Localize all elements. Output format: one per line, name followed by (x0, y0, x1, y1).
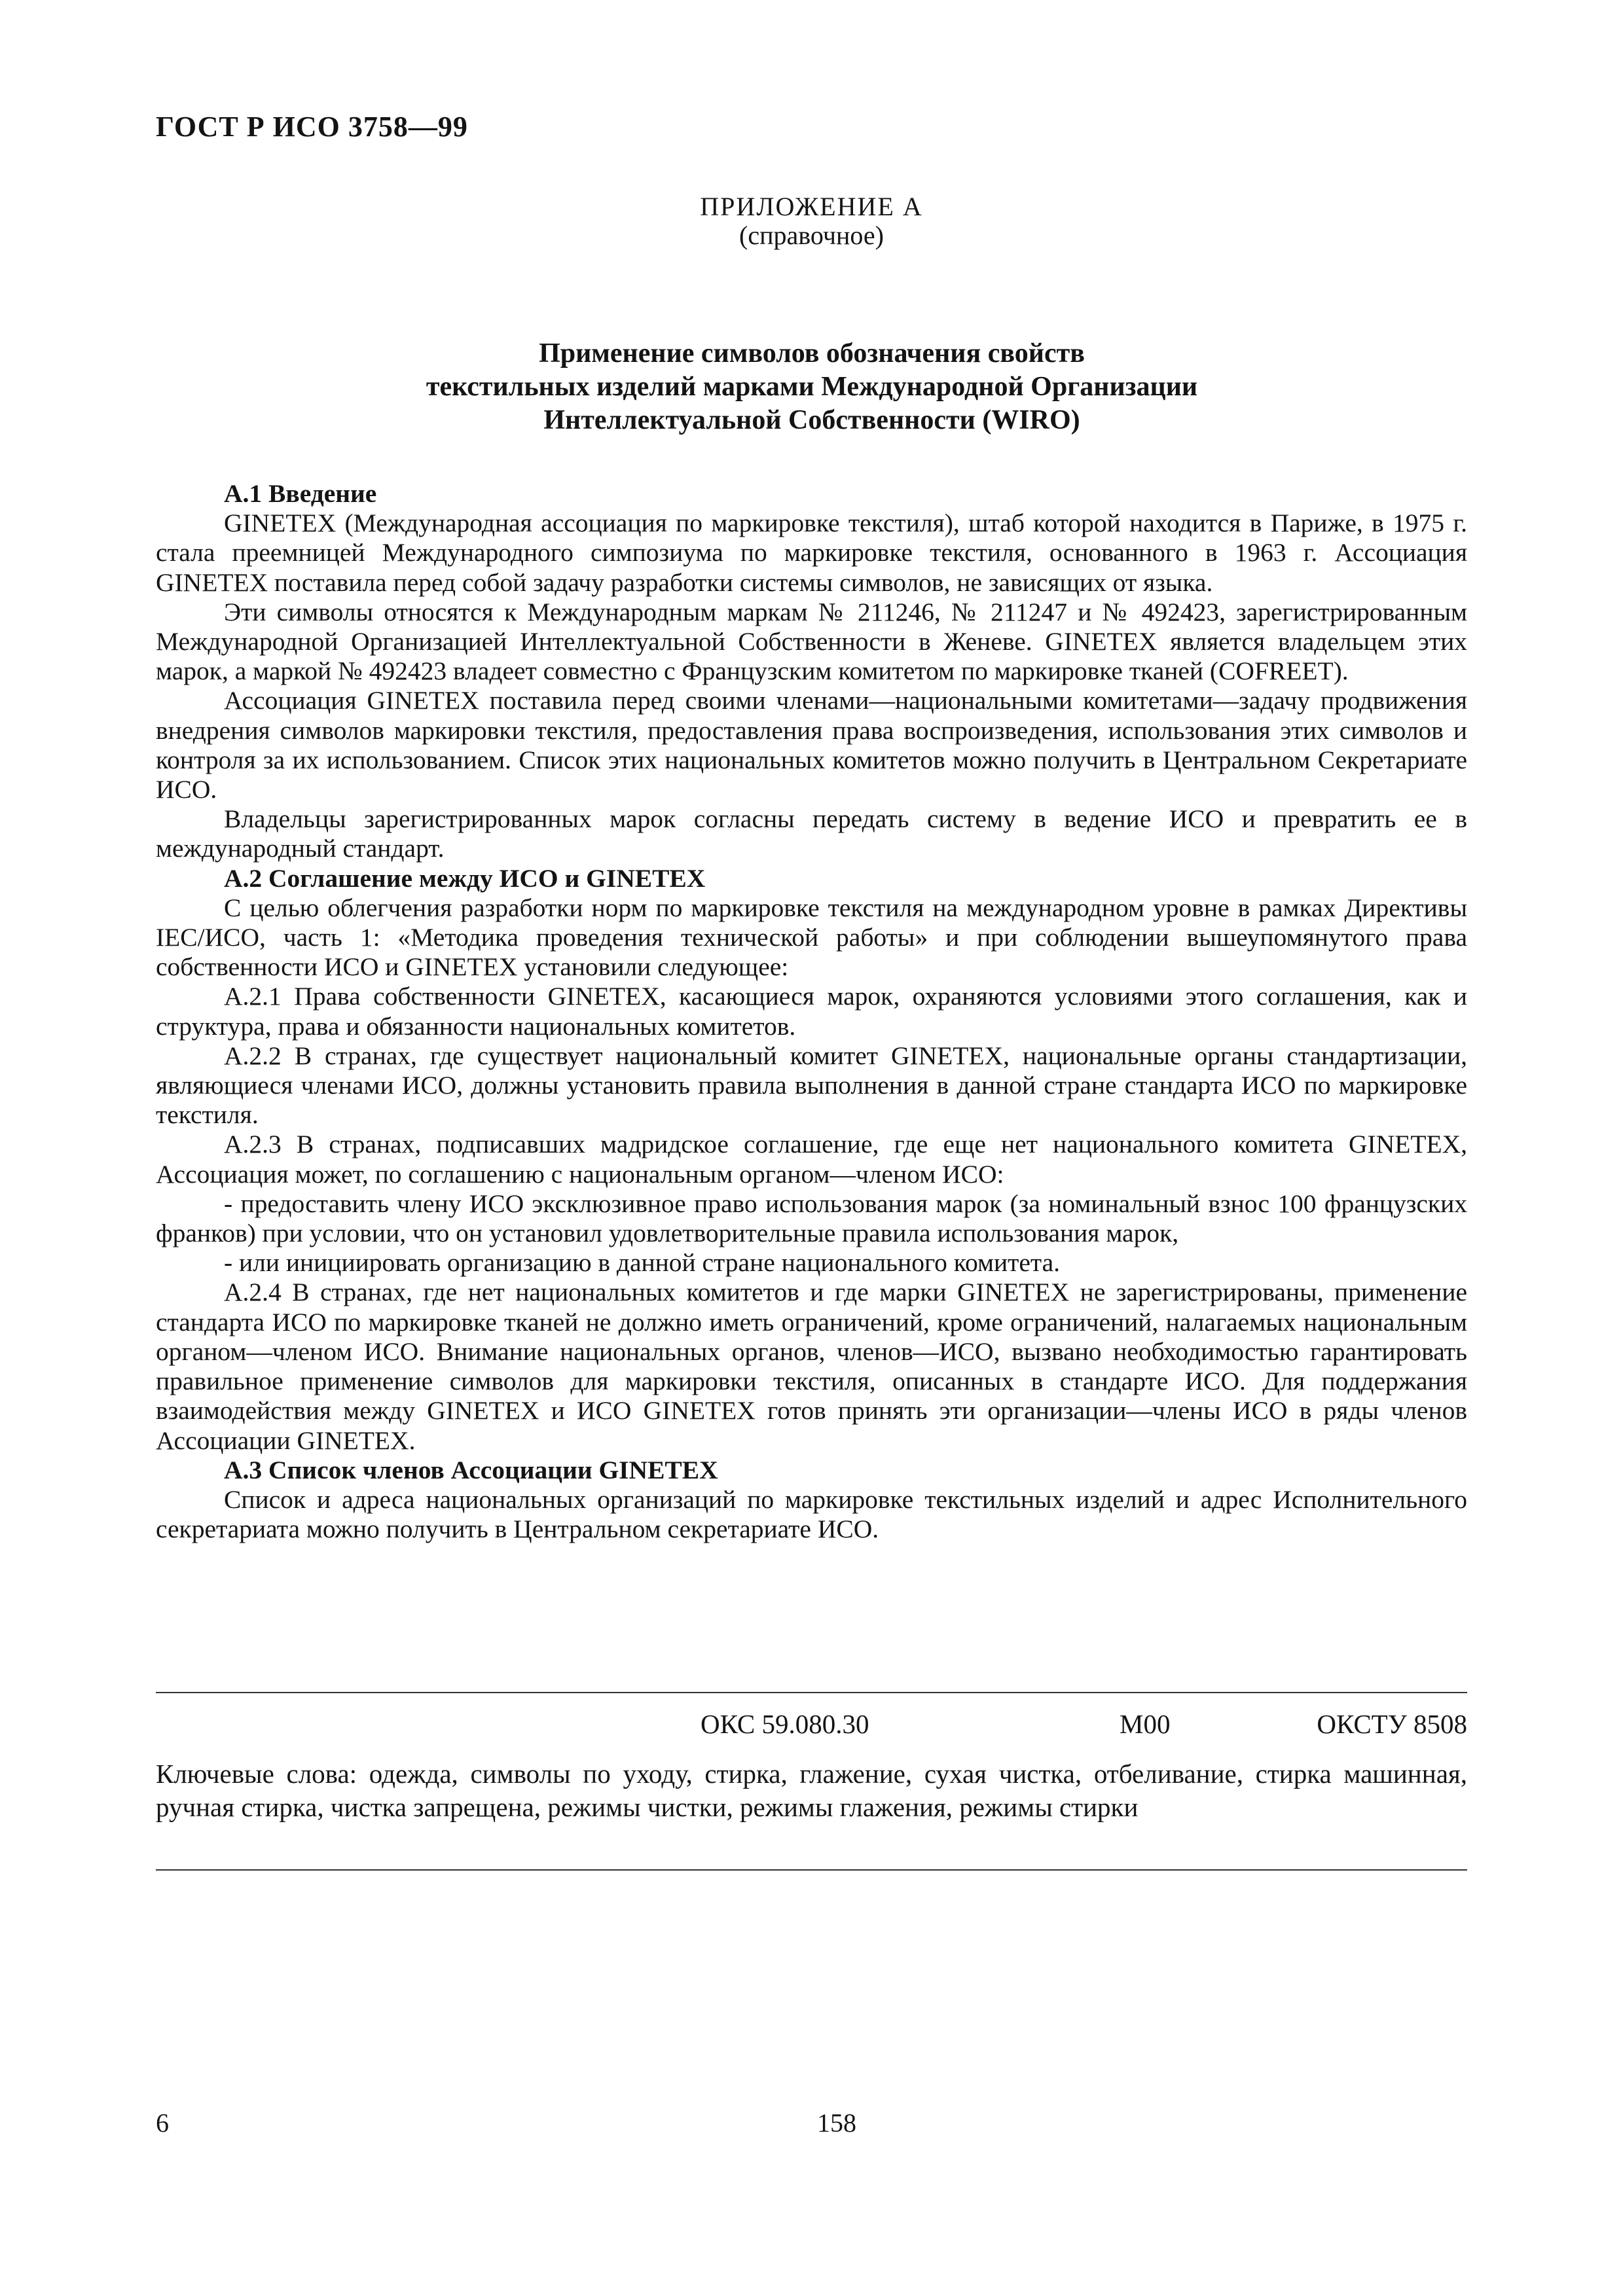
appendix-heading (275, 337, 1349, 437)
clause-a2-4: А.2.4 В странах, где нет национальных комитетов и где марки GINETEX не зарегистрированы, применение стандарта ИСО по маркировке тканей не должно иметь ограничений, кроме ограничений, налагаемых национальным органом—членом ИСО. Внимание национальных органов, членов—ИСО, вызвано необходимостью гарантировать правильное применение символов для маркировки текстиля, описанных в стандарте ИСО. Для поддержания взаимодействия между GINETEX и ИСО GINETEX готов принять эти организации—члены ИСО в ряды членов Ассоциации GINETEX. (156, 1278, 1467, 1455)
page-number-left: 6 (156, 2108, 169, 2138)
clause-a2-2: А.2.2 В странах, где существует национальный комитет GINETEX, национальные органы стандартизации, являющиеся членами ИСО, должны установить правила выполнения в данной стране стандарта ИСО по маркировке текстиля. (156, 1041, 1467, 1130)
clause-a2-1: А.2.1 Права собственности GINETEX, касающиеся марок, охраняются условиями этого соглашения, как и структура, права и обязанности национальных комитетов. (156, 982, 1467, 1041)
appendix-heading-line: Интеллектуальной Собственности (WIRO) (543, 405, 1080, 435)
paragraph: Ассоциация GINETEX поставила перед своими членами—национальными комитетами—задачу продвижения внедрения символов маркировки текстиля, предоставления права воспроизведения, использования этих символов и контроля за их использованием. Список этих национальных комитетов можно получить в Центральном Секретариате ИСО. (156, 686, 1467, 804)
paragraph: Список и адреса национальных организаций по маркировке текстильных изделий и адрес Исполнительного секретариата можно получить в Центральном секретариате ИСО. (156, 1484, 1467, 1544)
document-body (156, 479, 1467, 1544)
list-item: - или инициировать организацию в данной стране национального комитета. (224, 1248, 1061, 1278)
divider-top (156, 1692, 1467, 1693)
section-heading-a2: А.2 Соглашение между ИСО и GINETEX (224, 863, 706, 893)
appendix-title: ПРИЛОЖЕНИЕ А (700, 192, 923, 221)
m-code: М00 (1120, 1709, 1171, 1739)
paragraph: Владельцы зарегистрированных марок согласны передать систему в ведение ИСО и превратить ее в международный стандарт. (156, 804, 1467, 863)
list-item: - предоставить члену ИСО эксклюзивное право использования марок (за номинальный взнос 100 французских франков) при условии, что он установил удовлетворительные правила использования марок, (156, 1189, 1467, 1248)
page-number-center: 158 (817, 2108, 856, 2138)
clause-a2-3: А.2.3 В странах, подписавших мадридское соглашение, где еще нет национального комитета GINETEX, Ассоциация может, по соглашению с национальным органом—членом ИСО: (156, 1130, 1467, 1189)
appendix-type: (справочное) (739, 221, 884, 250)
paragraph: GINETEX (Международная ассоциация по маркировке текстиля), штаб которой находится в Париже, в 1975 г. стала преемницей Международного симпозиума по маркировке текстиля, основанного в 1963 г. Ассоциация GINETEX поставила перед собой задачу разработки системы символов, не зависящих от языка. (156, 509, 1467, 597)
section-heading-a1: А.1 Введение (224, 479, 377, 508)
standard-designation: ГОСТ Р ИСО 3758—99 (156, 111, 468, 143)
paragraph: Эти символы относятся к Международным маркам № 211246, № 211247 и № 492423, зарегистрированным Международной Организацией Интеллектуальной Собственности в Женеве. GINETEX является владельцем этих марок, а маркой № 492423 владеет совместно с Французским комитетом по маркировке тканей (COFREET). (156, 597, 1467, 686)
section-heading-a3: А.3 Список членов Ассоциации GINETEX (224, 1455, 718, 1484)
appendix-heading-line: текстильных изделий марками Международной Организации (426, 372, 1198, 402)
keywords: Ключевые слова: одежда, символы по уходу, стирка, глажение, сухая чистка, отбеливание, стирка машинная, ручная стирка, чистка запрещена, режимы чистки, режимы глажения, режимы стирки (156, 1759, 1467, 1822)
appendix-heading-line: Применение символов обозначения свойств (539, 338, 1085, 368)
oks-code: ОКС 59.080.30 (701, 1709, 869, 1739)
paragraph: С целью облегчения разработки норм по маркировке текстиля на международном уровне в рамках Директивы IEC/ИСО, часть 1: «Методика проведения технической работы» и при соблюдении вышеупомянутого права собственности ИСО и GINETEX установили следующее: (156, 893, 1467, 982)
okstu-code: ОКСТУ 8508 (1317, 1709, 1467, 1739)
divider-bottom (156, 1869, 1467, 1871)
